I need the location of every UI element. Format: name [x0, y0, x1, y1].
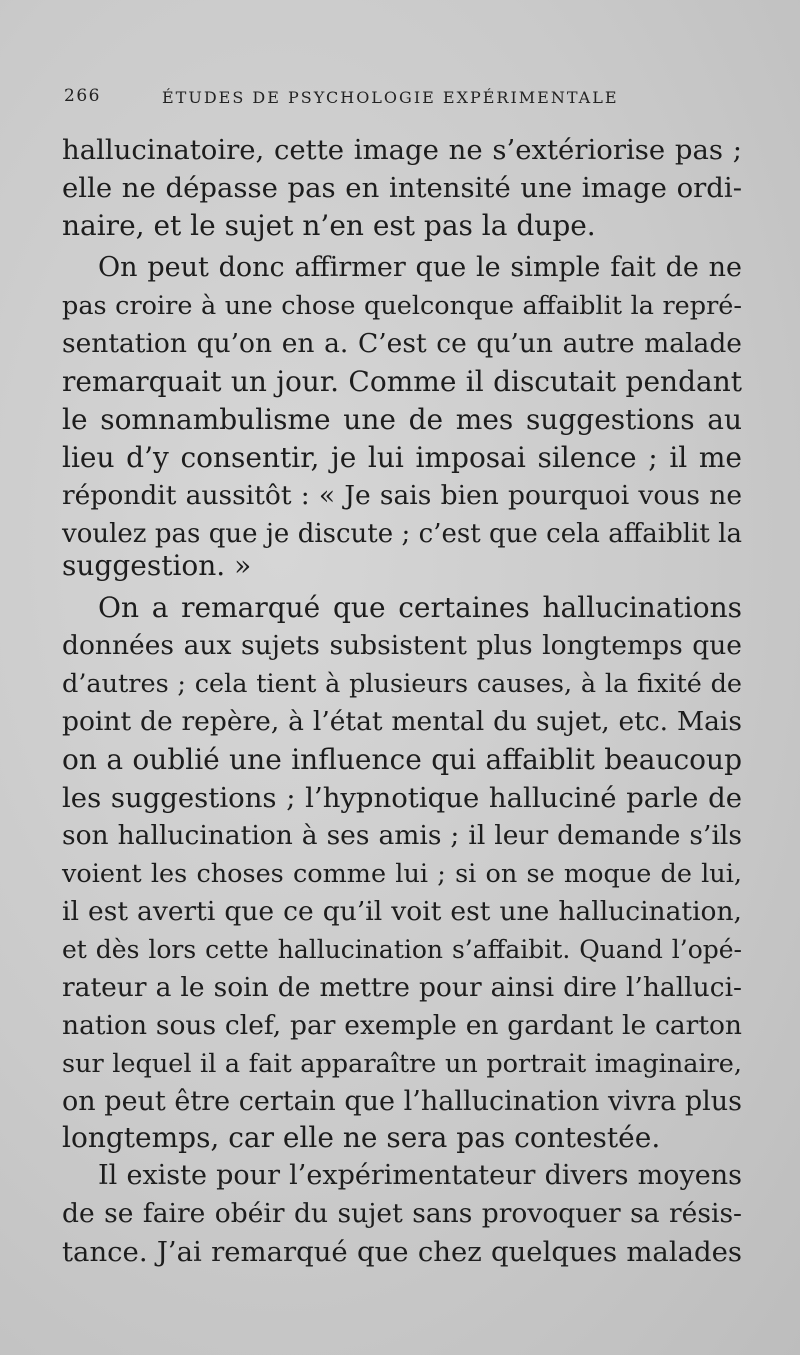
- text-line: données aux sujets subsistent plus longtemps que: [62, 630, 742, 661]
- text-line: sur lequel il a fait apparaître un portrait imaginaire,: [62, 1049, 742, 1079]
- text-line: répondit aussitôt : « Je sais bien pourquoi vous ne: [62, 480, 742, 511]
- text-line: on peut être certain que l’hallucination vivra plus: [62, 1086, 742, 1117]
- text-line: il est averti que ce qu’il voit est une hallucination,: [62, 896, 742, 927]
- paragraph-first-line: On a remarqué que certaines hallucinations: [98, 591, 742, 624]
- text-line: pas croire à une chose quelconque affaiblit la repré-: [62, 291, 742, 321]
- text-line: d’autres ; cela tient à plusieurs causes, à la fixité de: [62, 669, 742, 699]
- text-line: remarquait un jour. Comme il discutait pendant: [62, 365, 742, 398]
- text-line: elle ne dépasse pas en intensité une image ordi-: [62, 172, 742, 204]
- text-line: on a oublié une influence qui affaiblit beaucoup: [62, 743, 742, 776]
- paragraph-first-line: Il existe pour l’expérimentateur divers moyens: [98, 1160, 742, 1191]
- page-header: [64, 86, 664, 116]
- text-line: sentation qu’on en a. C’est ce qu’un autre malade: [62, 328, 742, 359]
- text-line: tance. J’ai remarqué que chez quelques malades: [62, 1236, 742, 1268]
- text-line: voulez pas que je discute ; c’est que cela affaiblit la: [62, 519, 742, 549]
- page-number: 266: [64, 86, 101, 106]
- text-line: et dès lors cette hallucination s’affaibit. Quand l’opé-: [62, 935, 742, 964]
- text-line: hallucinatoire, cette image ne s’extériorise pas ;: [62, 134, 742, 166]
- text-line: point de repère, à l’état mental du sujet, etc. Mais: [62, 706, 742, 737]
- paragraph-first-line: On peut donc affirmer que le simple fait de ne: [98, 252, 742, 283]
- text-line: suggestion. »: [62, 549, 252, 582]
- text-line: rateur a le soin de mettre pour ainsi dire l’halluci-: [62, 972, 742, 1003]
- text-line: naire, et le sujet n’en est pas la dupe.: [62, 209, 596, 242]
- text-line: nation sous clef, par exemple en gardant le carton: [62, 1010, 742, 1041]
- running-title: ÉTUDES DE PSYCHOLOGIE EXPÉRIMENTALE: [162, 88, 619, 107]
- text-line: voient les choses comme lui ; si on se moque de lui,: [62, 859, 742, 889]
- text-line: longtemps, car elle ne sera pas contestée.: [62, 1121, 661, 1154]
- text-line: de se faire obéir du sujet sans provoquer sa résis-: [62, 1198, 742, 1229]
- text-line: le somnambulisme une de mes suggestions au: [62, 403, 742, 436]
- text-line: lieu d’y consentir, je lui imposai silence ; il me: [62, 441, 742, 474]
- text-line: les suggestions ; l’hypnotique halluciné parle de: [62, 782, 742, 814]
- text-line: son hallucination à ses amis ; il leur demande s’ils: [62, 820, 742, 851]
